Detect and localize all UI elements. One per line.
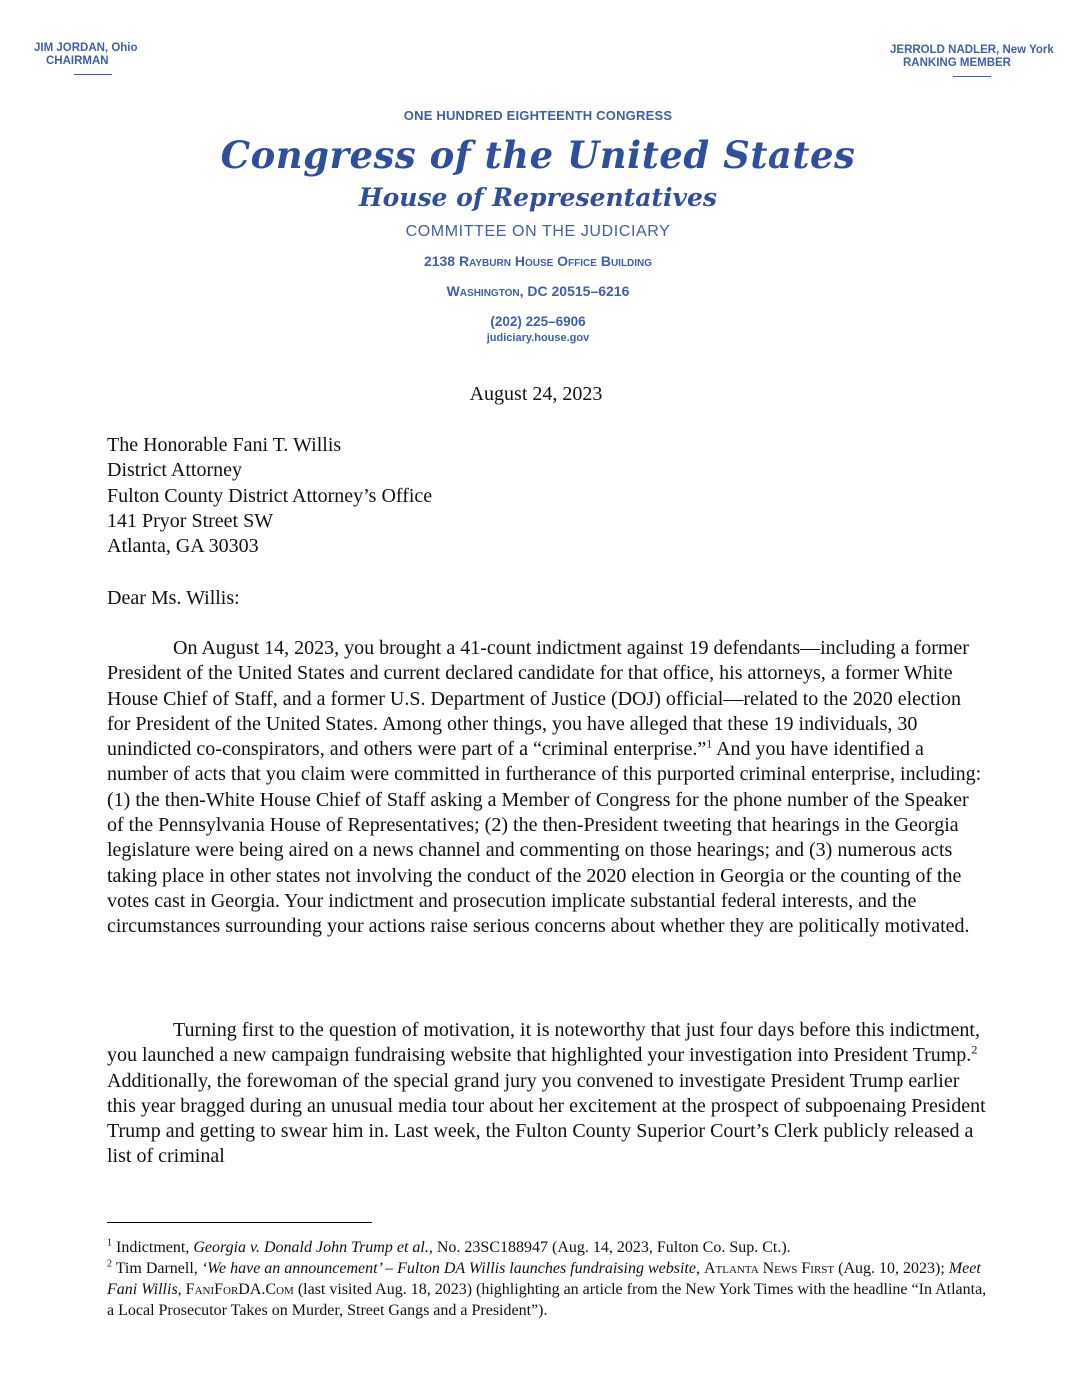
ranking-member-block: [890, 44, 1060, 77]
paragraph-text: Turning first to the question of motivation, it is noteworthy that just four days before this indictment, you launched a new campaign fundraising website that highlighted your investigation into President Trump.: [107, 1019, 980, 1067]
footnote-ref-1: 1: [706, 736, 713, 751]
paragraph-text: On August 14, 2023, you brought a 41-count indictment against 19 defendants—including a former President of the United States and current declared candidate for that office, his attorneys, a former White House Chief of Staff, and a former U.S. Department of Justice (DOJ) official—related to the 2020 election for President of the United States. Among other things, you have alleged that these 19 individuals, 30 unindicted co-conspirators, and others were part of a “criminal enterprise.”: [107, 637, 969, 761]
office-phone: (202) 225–6906: [490, 314, 586, 329]
congress-title: Congress of the United States: [220, 133, 856, 177]
recipient-address: [107, 433, 432, 559]
article-title: ‘We have an announcement’ – Fulton DA Willis launches fundraising website: [201, 1260, 696, 1277]
footnote-text: (last visited Aug. 18, 2023) (highlighting an article from the New York Times with the headline “In Atlanta, a Local Prosecutor Takes on Murder, Street Gangs and a President”).: [107, 1281, 987, 1319]
footnote-1: [107, 1237, 987, 1258]
letter-date: August 24, 2023: [469, 383, 603, 405]
office-website: judiciary.house.gov: [486, 332, 590, 344]
ranking-member-divider: [953, 76, 991, 77]
ranking-member-title: RANKING MEMBER: [903, 57, 1011, 69]
publication-name: Atlanta News First: [703, 1260, 835, 1277]
recipient-line: Atlanta, GA 30303: [107, 535, 259, 558]
footnote-number: 1: [107, 1237, 112, 1249]
body-paragraph-2: [107, 1018, 987, 1170]
committee-name: COMMITTEE ON THE JUDICIARY: [405, 223, 671, 240]
paragraph-text: Additionally, the forewoman of the special grand jury you convened to investigate President Trump earlier this year bragged during an unusual media tour about her excitement at the prospect of subpoenaing President Trump and getting to swear him in. Last week, the Fulton County Superior Court’s Clerk publicly released a list of criminal: [107, 1069, 986, 1168]
footnote-text: , No. 23SC188947 (Aug. 14, 2023, Fulton Co. Sup. Ct.).: [428, 1239, 791, 1256]
footnote-text: (Aug. 10, 2023);: [834, 1260, 949, 1277]
footnote-text: ,: [177, 1281, 186, 1298]
salutation: Dear Ms. Willis:: [107, 587, 240, 609]
office-city: Washington, DC 20515–6216: [446, 283, 630, 299]
chairman-block: [34, 42, 154, 75]
chairman-title: CHAIRMAN: [46, 55, 109, 67]
body-paragraph-1: [107, 636, 987, 940]
recipient-line: Fulton County District Attorney’s Office: [107, 484, 433, 507]
house-title: House of Representatives: [359, 183, 717, 212]
site-title: Meet Fani Willis: [107, 1260, 981, 1298]
footnote-text: ,: [695, 1260, 704, 1277]
recipient-line: District Attorney: [107, 459, 242, 482]
chairman-divider: [74, 74, 112, 75]
office-building: 2138 Rayburn House Office Building: [423, 253, 653, 269]
footnote-divider: [107, 1222, 372, 1223]
recipient-line: The Honorable Fani T. Willis: [107, 434, 342, 456]
website-name: FaniForDA.Com: [185, 1281, 294, 1298]
footnote-number: 2: [107, 1258, 112, 1270]
paragraph-text: And you have identified a number of acts that you claim were committed in furtherance of this purported criminal enterprise, including: (1) the then-White House Chief of Staff asking a Member of Congress for the phone number of the Speaker of the Pennsylvania House of Representatives; (2) the then-President tweeting that hearings in the Georgia legislature were being aired on a news channel and commenting on those hearings; and (3) numerous acts taking place in other states not involving the conduct of the 2020 election in Georgia or the counting of the votes cast in Georgia. Your indictment and prosecution implicate substantial federal interests, and the circumstances surrounding your actions raise serious concerns about whether they are politically motivated.: [107, 738, 982, 938]
recipient-line: 141 Pryor Street SW: [107, 509, 274, 532]
ranking-member-name: JERROLD NADLER, New York: [890, 44, 1054, 56]
case-name: Georgia v. Donald John Trump et al.: [193, 1239, 429, 1256]
congress-label: ONE HUNDRED EIGHTEENTH CONGRESS: [403, 108, 673, 123]
chairman-name: JIM JORDAN, Ohio: [34, 42, 138, 54]
footnote-ref-2: 2: [971, 1042, 978, 1057]
footnote-text: Indictment,: [112, 1239, 194, 1256]
footnote-text: Tim Darnell,: [112, 1260, 202, 1277]
footnote-2: [107, 1258, 987, 1321]
